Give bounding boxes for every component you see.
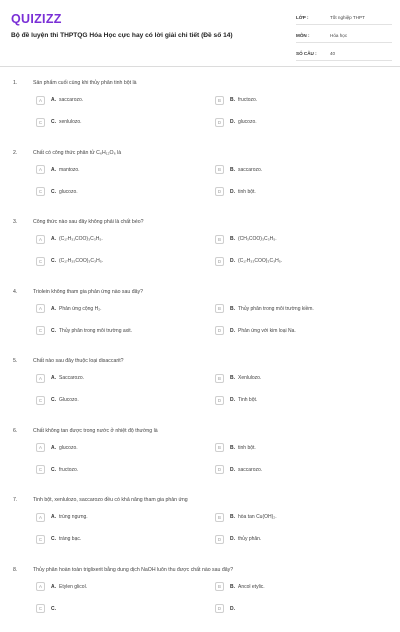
option-checkbox[interactable]: D bbox=[215, 535, 224, 544]
meta-value: 40 bbox=[330, 51, 335, 56]
option-text: saccarozo. bbox=[238, 167, 262, 173]
answer-option-c[interactable] bbox=[36, 325, 186, 337]
question-8 bbox=[0, 563, 400, 632]
option-text: (C₁₇H₃₃COO)₃C₃H₅. bbox=[238, 258, 282, 264]
option-letter: B. bbox=[230, 236, 235, 242]
answer-option-a[interactable] bbox=[36, 511, 186, 523]
option-letter: D. bbox=[230, 328, 235, 334]
question-text: Triolein không tham gia phản ứng nào sau đây? bbox=[33, 289, 383, 295]
option-text: hòa tan Cu(OH)₂. bbox=[238, 514, 277, 520]
answer-option-d[interactable] bbox=[215, 464, 365, 476]
option-checkbox[interactable]: B bbox=[215, 96, 224, 105]
question-1 bbox=[0, 76, 400, 146]
option-letter: D. bbox=[230, 536, 235, 542]
option-letter: B. bbox=[230, 167, 235, 173]
option-letter: D. bbox=[230, 119, 235, 125]
option-checkbox[interactable]: C bbox=[36, 187, 45, 196]
option-letter: C. bbox=[51, 536, 56, 542]
question-text: Công thức nào sau đây không phải là chất béo? bbox=[33, 219, 383, 225]
option-letter: D. bbox=[230, 258, 235, 264]
option-letter: D. bbox=[230, 397, 235, 403]
answer-option-c[interactable] bbox=[36, 116, 186, 128]
question-number: 3. bbox=[13, 219, 17, 225]
option-text: tinh bột. bbox=[238, 189, 256, 195]
option-letter: C. bbox=[51, 397, 56, 403]
option-checkbox[interactable]: C bbox=[36, 396, 45, 405]
option-letter: B. bbox=[230, 584, 235, 590]
option-letter: D. bbox=[230, 467, 235, 473]
option-text: Ancol etylic. bbox=[238, 584, 265, 590]
option-letter: A. bbox=[51, 236, 56, 242]
option-text: Xenlulozo. bbox=[238, 375, 261, 381]
answer-option-c[interactable] bbox=[36, 464, 186, 476]
answer-option-d[interactable] bbox=[215, 533, 365, 545]
option-checkbox[interactable]: A bbox=[36, 304, 45, 313]
option-text: Tinh bột. bbox=[238, 397, 257, 403]
answer-option-d[interactable] bbox=[215, 116, 365, 128]
page-title: Bộ đề luyện thi THPTQG Hóa Học cực hay có lời giải chi tiết (Đề số 14) bbox=[11, 32, 276, 39]
option-checkbox[interactable]: B bbox=[215, 235, 224, 244]
answer-option-c[interactable] bbox=[36, 186, 186, 198]
option-letter: A. bbox=[51, 375, 56, 381]
meta-row-grade bbox=[296, 11, 392, 25]
question-text: Chất không tan được trong nước ở nhiệt độ thường là bbox=[33, 428, 383, 434]
answer-option-a[interactable] bbox=[36, 303, 186, 315]
option-checkbox[interactable]: D bbox=[215, 604, 224, 613]
answer-option-d[interactable] bbox=[215, 394, 365, 406]
answer-option-b[interactable] bbox=[215, 94, 365, 106]
answer-option-c[interactable] bbox=[36, 533, 186, 545]
answer-option-b[interactable] bbox=[215, 303, 365, 315]
meta-info bbox=[296, 11, 392, 65]
option-checkbox[interactable]: A bbox=[36, 443, 45, 452]
option-checkbox[interactable]: A bbox=[36, 96, 45, 105]
question-text: Sản phẩm cuối cùng khi thủy phân tinh bột là bbox=[33, 80, 383, 86]
option-letter: A. bbox=[51, 584, 56, 590]
option-text: (C₁₇H₃₁COO)₃C₃H₅. bbox=[59, 236, 103, 242]
answer-option-d[interactable] bbox=[215, 325, 365, 337]
meta-row-count bbox=[296, 47, 392, 61]
option-text: (CH₃COO)₃C₃H₅. bbox=[238, 236, 277, 242]
option-letter: D. bbox=[230, 606, 235, 612]
option-letter: A. bbox=[51, 97, 56, 103]
option-text: trùng ngưng. bbox=[59, 514, 88, 520]
answer-option-b[interactable] bbox=[215, 164, 365, 176]
option-text: (C₁₇H₃₅COO)₃C₃H₅. bbox=[59, 258, 103, 264]
option-text: Thủy phân trong môi trường kiềm. bbox=[238, 306, 314, 312]
question-number: 6. bbox=[13, 428, 17, 434]
answer-option-c[interactable] bbox=[36, 603, 186, 615]
option-checkbox[interactable]: D bbox=[215, 326, 224, 335]
question-text: Chất có công thức phân tử C₆H₁₂O₆ là bbox=[33, 150, 383, 156]
answer-option-a[interactable] bbox=[36, 164, 186, 176]
question-7 bbox=[0, 493, 400, 563]
answer-option-d[interactable] bbox=[215, 186, 365, 198]
answer-option-c[interactable] bbox=[36, 394, 186, 406]
option-checkbox[interactable]: B bbox=[215, 165, 224, 174]
option-letter: B. bbox=[230, 306, 235, 312]
option-letter: C. bbox=[51, 606, 56, 612]
option-text: tráng bạc. bbox=[59, 536, 81, 542]
option-letter: B. bbox=[230, 375, 235, 381]
option-letter: A. bbox=[51, 306, 56, 312]
option-checkbox[interactable]: C bbox=[36, 465, 45, 474]
question-text: Thủy phân hoàn toàn triglixerit bằng dung dịch NaOH luôn thu được chất nào sau đây? bbox=[33, 567, 383, 573]
option-checkbox[interactable]: D bbox=[215, 187, 224, 196]
answer-option-a[interactable] bbox=[36, 581, 186, 593]
meta-value: Hóa học bbox=[330, 33, 347, 38]
option-letter: A. bbox=[51, 514, 56, 520]
question-text: Chất nào sau đây thuộc loại disaccarit? bbox=[33, 358, 383, 364]
question-number: 7. bbox=[13, 497, 17, 503]
option-checkbox[interactable]: B bbox=[215, 374, 224, 383]
option-text: Glucozo. bbox=[59, 397, 79, 403]
option-text: glucozo. bbox=[59, 445, 78, 451]
header-divider bbox=[0, 66, 400, 67]
question-list bbox=[0, 76, 400, 632]
option-text: saccarozo. bbox=[238, 467, 262, 473]
answer-option-b[interactable] bbox=[215, 233, 365, 245]
option-text: Etylen glicol. bbox=[59, 584, 87, 590]
option-letter: D. bbox=[230, 189, 235, 195]
option-text: thủy phân. bbox=[238, 536, 261, 542]
question-number: 2. bbox=[13, 150, 17, 156]
answer-option-a[interactable] bbox=[36, 233, 186, 245]
option-checkbox[interactable]: D bbox=[215, 396, 224, 405]
option-checkbox[interactable]: D bbox=[215, 118, 224, 127]
option-text: Saccarozo. bbox=[59, 375, 84, 381]
option-text: Phản ứng cộng H₂. bbox=[59, 306, 102, 312]
answer-option-a[interactable] bbox=[36, 372, 186, 384]
option-letter: C. bbox=[51, 119, 56, 125]
question-number: 4. bbox=[13, 289, 17, 295]
option-checkbox[interactable]: D bbox=[215, 465, 224, 474]
option-text: fructozo. bbox=[238, 97, 257, 103]
option-checkbox[interactable]: B bbox=[215, 582, 224, 591]
option-checkbox[interactable]: A bbox=[36, 235, 45, 244]
option-checkbox[interactable]: A bbox=[36, 582, 45, 591]
option-checkbox[interactable]: A bbox=[36, 165, 45, 174]
question-number: 1. bbox=[13, 80, 17, 86]
option-checkbox[interactable]: B bbox=[215, 513, 224, 522]
question-3 bbox=[0, 215, 400, 285]
question-6 bbox=[0, 424, 400, 494]
option-text: mantozo. bbox=[59, 167, 80, 173]
option-text: tinh bột. bbox=[238, 445, 256, 451]
option-checkbox[interactable]: A bbox=[36, 374, 45, 383]
option-letter: C. bbox=[51, 189, 56, 195]
option-checkbox[interactable]: B bbox=[215, 304, 224, 313]
option-text: Phản ứng với kim loại Na. bbox=[238, 328, 296, 334]
question-text: Tinh bột, xenlulozo, saccarozo đều có khả năng tham gia phản ứng bbox=[33, 497, 383, 503]
answer-option-c[interactable] bbox=[36, 255, 186, 267]
option-letter: A. bbox=[51, 167, 56, 173]
answer-option-d[interactable] bbox=[215, 603, 365, 615]
quizizz-logo: QUIZIZZ bbox=[11, 12, 62, 26]
option-text: glucozo. bbox=[59, 189, 78, 195]
option-checkbox[interactable]: C bbox=[36, 257, 45, 266]
question-number: 5. bbox=[13, 358, 17, 364]
option-letter: C. bbox=[51, 328, 56, 334]
worksheet-header bbox=[0, 0, 400, 66]
option-checkbox[interactable]: C bbox=[36, 604, 45, 613]
meta-label: MÔN : bbox=[296, 33, 330, 38]
answer-option-a[interactable] bbox=[36, 442, 186, 454]
answer-option-b[interactable] bbox=[215, 581, 365, 593]
option-checkbox[interactable]: A bbox=[36, 513, 45, 522]
option-checkbox[interactable]: D bbox=[215, 257, 224, 266]
question-number: 8. bbox=[13, 567, 17, 573]
option-text: saccarozo. bbox=[59, 97, 83, 103]
answer-option-a[interactable] bbox=[36, 94, 186, 106]
option-letter: A. bbox=[51, 445, 56, 451]
option-letter: B. bbox=[230, 97, 235, 103]
option-checkbox[interactable]: B bbox=[215, 443, 224, 452]
option-checkbox[interactable]: C bbox=[36, 326, 45, 335]
question-4 bbox=[0, 285, 400, 355]
meta-label: SỐ CÂU : bbox=[296, 51, 330, 56]
answer-option-b[interactable] bbox=[215, 511, 365, 523]
option-text: glucozo. bbox=[238, 119, 257, 125]
option-text: Thủy phân trong môi trường axit. bbox=[59, 328, 132, 334]
question-2 bbox=[0, 146, 400, 216]
meta-value: Tốt nghiệp THPT bbox=[330, 15, 365, 20]
meta-row-subject bbox=[296, 29, 392, 43]
option-letter: B. bbox=[230, 514, 235, 520]
answer-option-b[interactable] bbox=[215, 442, 365, 454]
option-letter: C. bbox=[51, 258, 56, 264]
option-checkbox[interactable]: C bbox=[36, 118, 45, 127]
meta-label: LỚP : bbox=[296, 15, 330, 20]
option-text: xenlulozo. bbox=[59, 119, 82, 125]
option-checkbox[interactable]: C bbox=[36, 535, 45, 544]
option-letter: C. bbox=[51, 467, 56, 473]
option-text: fructozo. bbox=[59, 467, 78, 473]
option-letter: B. bbox=[230, 445, 235, 451]
answer-option-d[interactable] bbox=[215, 255, 365, 267]
question-5 bbox=[0, 354, 400, 424]
answer-option-b[interactable] bbox=[215, 372, 365, 384]
